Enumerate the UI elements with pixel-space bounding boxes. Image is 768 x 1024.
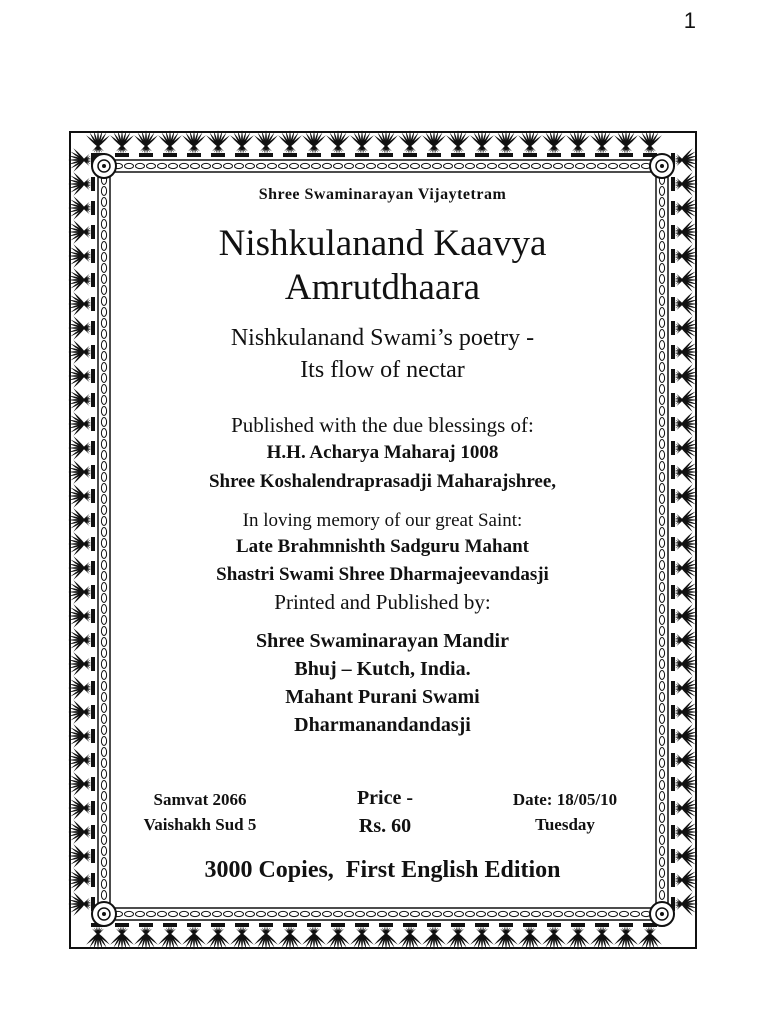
samvat-block bbox=[110, 787, 290, 837]
date-weekday: Tuesday bbox=[535, 815, 595, 834]
subtitle-line-1: Nishkulanand Swami’s poetry - bbox=[230, 325, 535, 351]
book-subtitle bbox=[110, 322, 655, 386]
blessings-intro: Published with the due blessings of: bbox=[231, 413, 534, 437]
price-label: Price - bbox=[356, 787, 414, 809]
memory-line-1: Late Brahmnishth Sadguru Mahant bbox=[236, 536, 529, 557]
samvat-year: Samvat 2066 bbox=[153, 790, 247, 809]
memory-line-2: Shastri Swami Shree Dharmajeevandasji bbox=[216, 564, 549, 585]
memory-intro: In loving memory of our great Saint: bbox=[242, 510, 523, 531]
date-block bbox=[475, 787, 655, 837]
book-title bbox=[110, 222, 655, 310]
publisher-line-3: Mahant Purani Swami bbox=[285, 686, 480, 708]
edition-info: 3000 Copies, First English Edition bbox=[204, 857, 561, 883]
date-value: Date: 18/05/10 bbox=[512, 790, 618, 809]
title-line-1: Nishkulanand Kaavya bbox=[218, 223, 547, 264]
price-value: Rs. 60 bbox=[358, 815, 412, 837]
blessings-line-2: Shree Koshalendraprasadji Maharajshree, bbox=[208, 471, 557, 492]
page-number: 1 bbox=[683, 8, 696, 33]
series-name: Shree Swaminarayan Vijaytetram bbox=[258, 186, 507, 203]
publisher-line-1: Shree Swaminarayan Mandir bbox=[256, 630, 509, 652]
subtitle-line-2: Its flow of nectar bbox=[300, 357, 465, 383]
publisher-line-2: Bhuj – Kutch, India. bbox=[294, 658, 471, 680]
blessings-line-1: H.H. Acharya Maharaj 1008 bbox=[266, 442, 499, 463]
price-block bbox=[315, 784, 455, 840]
samvat-day: Vaishakh Sud 5 bbox=[143, 815, 257, 834]
publisher-line-4: Dharmanandandasji bbox=[294, 714, 471, 736]
title-line-2: Amrutdhaara bbox=[284, 267, 481, 308]
publisher-intro: Printed and Published by: bbox=[274, 590, 491, 614]
